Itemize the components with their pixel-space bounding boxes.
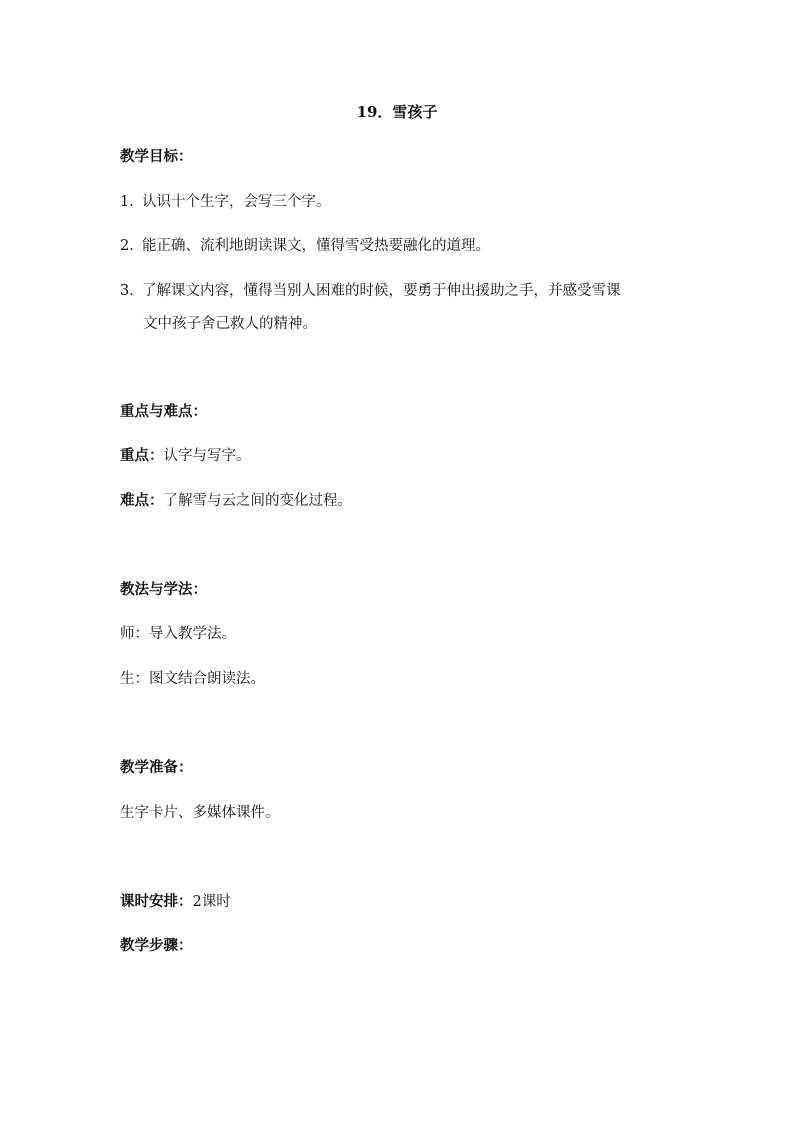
objective-number-1: 1．	[120, 194, 144, 210]
objective-item-1	[120, 192, 680, 212]
document-title: 19．雪孩子	[356, 103, 438, 121]
difficulty-line	[120, 491, 680, 511]
teacher-method: 师：导入教学法。	[120, 626, 236, 642]
objectives-heading: 教学目标：	[120, 148, 193, 165]
key-point-line	[120, 446, 680, 466]
difficulty-label: 难点：	[120, 492, 164, 509]
objective-text-3-line-1: 了解课文内容，懂得当别人困难的时候，要勇于伸出援助之手，并感受雪课	[142, 283, 621, 299]
objective-text-1: 认识十个生字，会写三个字。	[142, 194, 331, 210]
objective-number-3: 3．	[120, 283, 144, 299]
objective-number-2: 2．	[120, 238, 144, 254]
steps-heading: 教学步骤：	[120, 937, 193, 954]
objective-text-2: 能正确、流利地朗读课文，懂得雪受热要融化的道理。	[142, 238, 490, 254]
key-points-heading: 重点与难点：	[120, 403, 207, 420]
schedule-line	[120, 892, 680, 912]
key-point-text: 认字与写字。	[163, 448, 251, 464]
schedule-value: 2课时	[192, 894, 231, 910]
objective-item-3	[120, 281, 680, 301]
objective-item-2	[120, 236, 680, 256]
key-point-label: 重点：	[120, 447, 164, 464]
difficulty-text: 了解雪与云之间的变化过程。	[163, 493, 352, 509]
student-method: 生：图文结合朗读法。	[120, 671, 265, 687]
preparation-text: 生字卡片、多媒体课件。	[120, 805, 280, 821]
schedule-label: 课时安排：	[120, 893, 193, 910]
objective-text-3-line-2: 文中孩子舍己救人的精神。	[143, 316, 317, 332]
methods-heading: 教法与学法：	[120, 581, 207, 598]
preparation-heading: 教学准备：	[120, 759, 193, 776]
